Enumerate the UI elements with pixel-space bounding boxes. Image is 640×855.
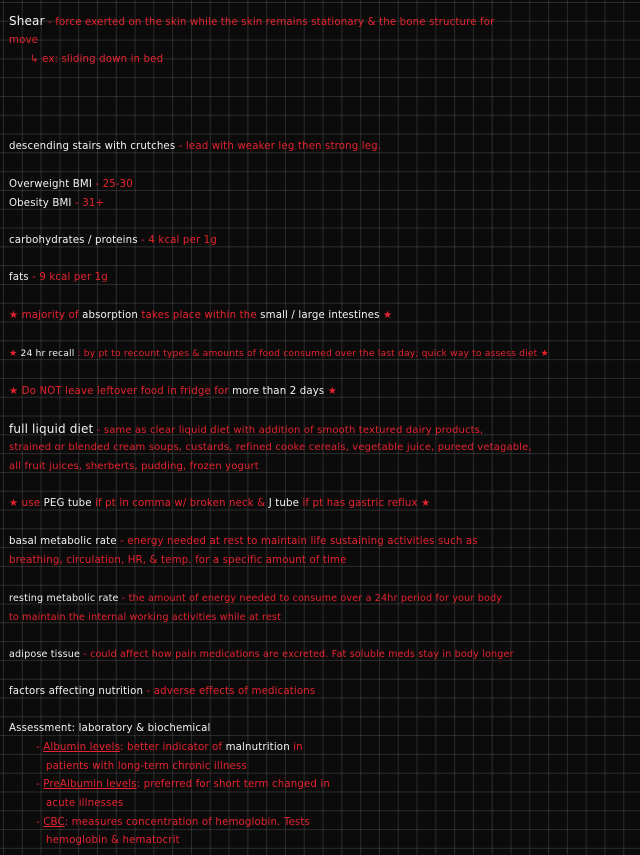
note-shear bbox=[9, 12, 628, 33]
dash: - bbox=[36, 779, 44, 790]
star-icon: ★ bbox=[537, 348, 549, 359]
leftover-p2: more than 2 days bbox=[232, 386, 325, 397]
absorption-p4: small / large intestines bbox=[260, 310, 380, 321]
note-factors bbox=[9, 683, 628, 702]
absorption-p1: majority of bbox=[18, 310, 83, 321]
def-recall: : by pt to recount types & amounts of food consumed over the last day; quick way to assess diet bbox=[74, 348, 538, 359]
leftover-p1: Do NOT leave leftover food in fridge for bbox=[18, 386, 233, 397]
def-bmr-l1: - energy needed at rest to maintain life sustaining activities such as bbox=[116, 536, 478, 547]
star-icon: ★ bbox=[9, 498, 19, 509]
def-adipose: - could affect how pain medications are excreted. Fat soluble meds stay in body longer bbox=[80, 649, 514, 660]
note-adipose bbox=[9, 646, 628, 665]
peg-p5: if pt has gastric reflux bbox=[299, 498, 418, 509]
value-obesity-bmi: - 31+ bbox=[71, 198, 105, 209]
absorption-p3: takes place within the bbox=[137, 310, 261, 321]
dash: - bbox=[36, 742, 44, 753]
star-icon: ★ bbox=[9, 348, 18, 359]
note-shear-example bbox=[30, 51, 628, 70]
term-liquid: full liquid diet bbox=[9, 422, 94, 436]
peg-p4: J tube bbox=[268, 498, 300, 509]
term-adipose: adipose tissue bbox=[9, 649, 81, 660]
term-bmr: basal metabolic rate bbox=[9, 536, 117, 547]
assessment-albumin-line2 bbox=[46, 758, 628, 777]
note-fats bbox=[9, 269, 628, 288]
def-fats: - 9 kcal per 1g bbox=[28, 272, 108, 283]
note-liquid-line3 bbox=[9, 458, 628, 477]
note-overweight-bmi bbox=[9, 176, 628, 195]
star-icon: ★ bbox=[324, 386, 338, 397]
def-shear: - force exerted on the skin while the skin remains stationary & the bone structure for bbox=[44, 17, 495, 28]
assessment-cbc-line2 bbox=[46, 832, 628, 851]
term-carbs: carbohydrates / proteins bbox=[9, 235, 138, 246]
term-cbc: CBC bbox=[43, 817, 65, 828]
def-shear-cont: move bbox=[9, 35, 39, 46]
note-stairs bbox=[9, 138, 628, 157]
note-recall bbox=[9, 345, 628, 364]
assessment-heading bbox=[9, 720, 628, 739]
term-fats: fats bbox=[9, 272, 29, 283]
peg-p1: use bbox=[18, 498, 44, 509]
def-rmr-l2: to maintain the internal working activities while at rest bbox=[9, 612, 281, 623]
star-icon: ★ bbox=[379, 310, 393, 321]
def-liquid-l1: - same as clear liquid diet with addition of smooth textured dairy products, bbox=[93, 425, 484, 436]
example-shear: ex: sliding down in bed bbox=[38, 54, 164, 65]
term-recall: 24 hr recall bbox=[17, 348, 75, 359]
def-liquid-l2: strained or blended cream soups, custards, refined cooke cereals, vegetable juice, pureed vetagable, bbox=[9, 442, 532, 453]
arrow-icon: ↳ bbox=[30, 54, 39, 65]
term-shear: Shear bbox=[9, 14, 45, 28]
dash: - bbox=[36, 817, 44, 828]
note-liquid-line2 bbox=[9, 439, 628, 458]
absorption-p2: absorption bbox=[82, 310, 138, 321]
def-albumin: : better indicator of bbox=[120, 742, 226, 753]
assessment-albumin bbox=[36, 739, 628, 758]
assessment-prealbumin-line2 bbox=[46, 795, 628, 814]
peg-p3: if pt in comma w/ broken neck & bbox=[91, 498, 269, 509]
albumin-in: in bbox=[289, 742, 303, 753]
albumin-malnutrition: malnutrition bbox=[225, 742, 290, 753]
note-peg bbox=[9, 495, 628, 514]
note-leftover bbox=[9, 383, 628, 402]
def-prealbumin: : preferred for short term changed in bbox=[136, 779, 330, 790]
note-carbs bbox=[9, 232, 628, 251]
note-bmr-line2 bbox=[9, 552, 628, 571]
note-absorption bbox=[9, 307, 628, 326]
note-rmr-line2 bbox=[9, 609, 628, 628]
term-stairs: descending stairs with crutches bbox=[9, 141, 176, 152]
term-rmr: resting metabolic rate bbox=[9, 593, 119, 604]
note-obesity-bmi bbox=[9, 195, 628, 214]
star-icon: ★ bbox=[417, 498, 431, 509]
note-bmr bbox=[9, 533, 628, 552]
def-bmr-l2: breathing, circulation, HR, & temp. for a specific amount of time bbox=[9, 555, 347, 566]
heading-assessment: Assessment: laboratory & biochemical bbox=[9, 723, 211, 734]
def-liquid-l3: all fruit juices, sherberts, pudding, frozen yogurt bbox=[9, 461, 259, 472]
note-shear-line2 bbox=[9, 32, 628, 51]
star-icon: ★ bbox=[9, 386, 19, 397]
term-factors: factors affecting nutrition bbox=[9, 686, 144, 697]
def-stairs: - lead with weaker leg then strong leg. bbox=[175, 141, 382, 152]
assessment-prealbumin bbox=[36, 776, 628, 795]
def-cbc-l2: hemoglobin & hematocrit bbox=[46, 835, 180, 846]
def-prealbumin-l2: acute illnesses bbox=[46, 798, 124, 809]
def-albumin-l2: patients with long-term chronic illness bbox=[46, 761, 247, 772]
term-prealbumin: PreAlbumin levels bbox=[43, 779, 137, 790]
note-rmr bbox=[9, 590, 628, 609]
assessment-cbc bbox=[36, 814, 628, 833]
def-carbs: - 4 kcal per 1g bbox=[137, 235, 217, 246]
term-albumin: Albumin levels bbox=[43, 742, 121, 753]
def-rmr-l1: - the amount of energy needed to consume over a 24hr period for your body bbox=[118, 593, 503, 604]
value-overweight-bmi: - 25-30 bbox=[91, 179, 133, 190]
def-factors: - adverse effects of medications bbox=[143, 686, 316, 697]
peg-p2: PEG tube bbox=[43, 498, 92, 509]
note-liquid bbox=[9, 420, 628, 441]
def-cbc: : measures concentration of hemoglobin. Tests bbox=[64, 817, 310, 828]
term-overweight-bmi: Overweight BMI bbox=[9, 179, 92, 190]
term-obesity-bmi: Obesity BMI bbox=[9, 198, 72, 209]
star-icon: ★ bbox=[9, 310, 19, 321]
